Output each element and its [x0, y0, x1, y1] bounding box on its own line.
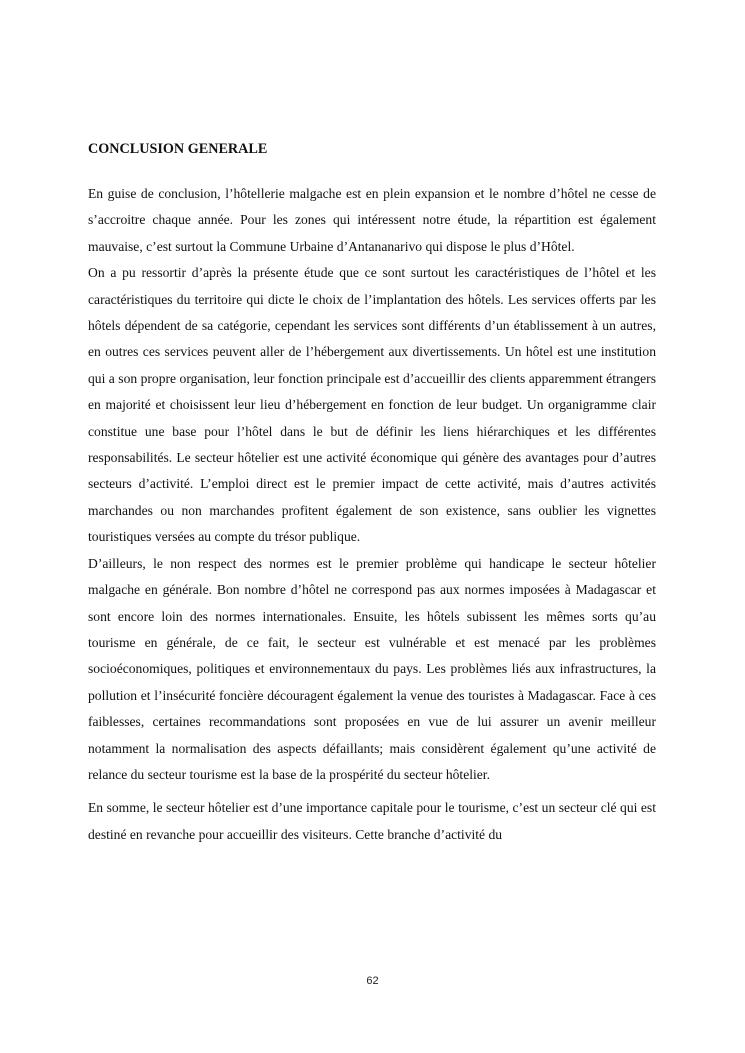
document-body — [88, 138, 656, 848]
section-heading: CONCLUSION GENERALE — [88, 141, 268, 157]
page-number: 62 — [366, 975, 379, 987]
paragraph-problems: D’ailleurs, le non respect des normes est le premier problème qui handicape le secteur hôtelier malgache en générale. Bon nombre d’hôtel ne correspond pas aux normes imposées à Madagascar et sont encore loin des normes internationales. Ensuite, les hôtels subissent les mêmes sorts qu’au tourisme en générale, de ce fait, le secteur est vulnérable et est menacé par les problèmes socioéconomiques, politiques et environnementaux du pays. Les problèmes liés aux infrastructures, la pollution et l’insécurité foncière découragent également la venue des touristes à Madagascar. Face à ces faiblesses, certaines recommandations sont proposées en vue de lui assurer un avenir meilleur notamment la normalisation des aspects défaillants; mais considèrent également qu’une activité de relance du secteur tourisme est la base de la prospérité du secteur hôtelier. — [88, 555, 656, 782]
paragraph-summary: En somme, le secteur hôtelier est d’une importance capitale pour le tourisme, c’est un secteur clé qui est destiné en revanche pour accueillir des visiteurs. Cette branche d’activité du — [88, 800, 656, 842]
paragraph-intro: En guise de conclusion, l’hôtellerie malgache est en plein expansion et le nombre d’hôtel ne cesse de s’accroitre chaque année. Pour les zones qui intéressent notre étude, la répartition est également mauvaise, c’est surtout la Commune Urbaine d’Antananarivo qui dispose le plus d’Hôtel. — [88, 186, 656, 254]
paragraph-services: On a pu ressortir d’après la présente étude que ce sont surtout les caractéristiques de l’hôtel et les caractéristiques du territoire qui dicte le choix de l’implantation des hôtels. Les services offerts par les hôtels dépendent de sa catégorie, cependant les services sont différents d’un établissement à un autres, en outres ces services peuvent aller de l’hébergement aux divertissements. Un hôtel est une institution qui a son propre organisation, leur fonction principale est d’accueillir des clients apparemment étrangers en majorité et choisissent leur lieu d’hébergement en fonction de leur budget. Un organigramme clair constitue une base pour l’hôtel dans le but de définir les liens hiérarchiques et les différentes responsabilités. Le secteur hôtelier est une activité économique qui génère des avantages pour d’autres secteurs d’activité. L’emploi direct est le premier impact de cette activité, mais d’autres activités marchandes ou non marchandes profitent également de son existence, sans oublier les vignettes touristiques versées au compte du trésor publique. — [88, 265, 656, 545]
